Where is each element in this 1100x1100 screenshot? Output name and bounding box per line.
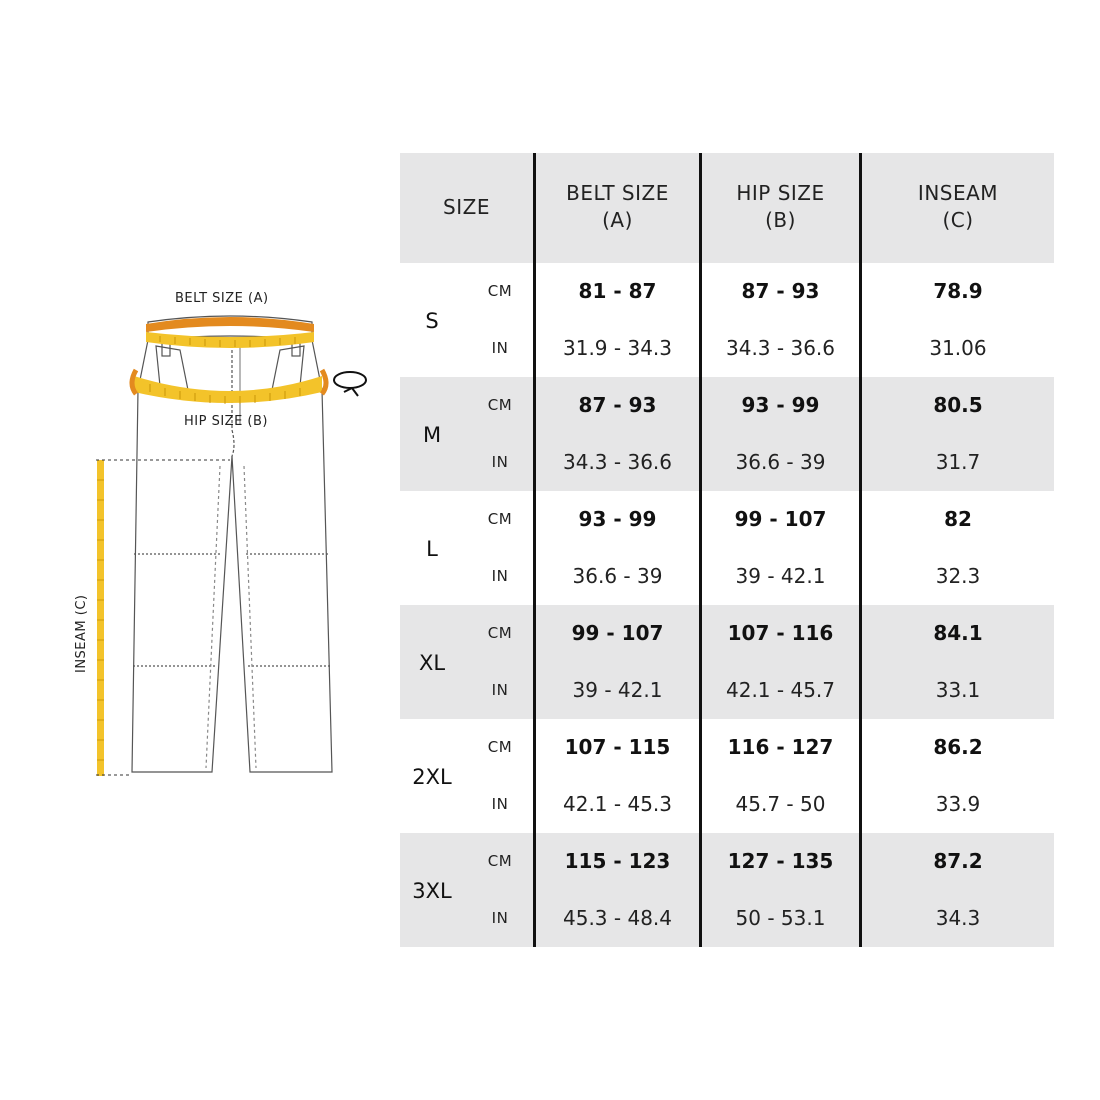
unit-in: IN	[491, 339, 509, 357]
size-name: 2XL	[412, 765, 452, 789]
table-header	[400, 153, 1054, 263]
inseam-in: 34.3	[935, 906, 981, 930]
belt-in: 31.9 - 34.3	[563, 336, 672, 360]
hip-cm: 87 - 93	[741, 279, 820, 303]
size-name: 3XL	[412, 879, 452, 903]
hip-tape	[134, 376, 322, 403]
table-row-size-s	[400, 263, 1054, 377]
unit-cm: CM	[487, 624, 513, 642]
rotate-arrow-icon	[334, 372, 366, 396]
inseam-cm: 82	[944, 507, 972, 531]
size-name: S	[425, 309, 439, 333]
inseam-cm: 87.2	[933, 849, 983, 873]
inseam-cm: 78.9	[933, 279, 983, 303]
unit-cm: CM	[487, 396, 513, 414]
hip-in: 36.6 - 39	[735, 450, 826, 474]
belt-cm: 81 - 87	[578, 279, 657, 303]
table-row-size-2xl	[400, 719, 1054, 833]
size-chart-table	[400, 153, 1054, 947]
belt-cm: 115 - 123	[564, 849, 671, 873]
belt-cm: 99 - 107	[571, 621, 664, 645]
inseam-label: INSEAM (C)	[74, 594, 89, 673]
table-row-size-3xl	[400, 833, 1054, 947]
inseam-in: 31.7	[935, 450, 981, 474]
unit-in: IN	[491, 795, 509, 813]
inseam-cm: 84.1	[933, 621, 983, 645]
size-name: XL	[418, 651, 446, 675]
belt-in: 42.1 - 45.3	[563, 792, 672, 816]
hip-in: 34.3 - 36.6	[726, 336, 835, 360]
hip-size-label: HIP SIZE (B)	[184, 414, 268, 429]
belt-in: 39 - 42.1	[572, 678, 663, 702]
belt-cm: 87 - 93	[578, 393, 657, 417]
pants-measurement-diagram	[60, 280, 390, 800]
hip-in: 45.7 - 50	[735, 792, 826, 816]
pants-illustration	[60, 280, 390, 800]
inseam-in: 33.1	[935, 678, 981, 702]
hip-in: 39 - 42.1	[735, 564, 826, 588]
belt-in: 34.3 - 36.6	[563, 450, 672, 474]
hip-in: 50 - 53.1	[735, 906, 826, 930]
size-name: M	[422, 423, 442, 447]
inseam-tape	[97, 460, 104, 776]
hip-cm: 99 - 107	[734, 507, 827, 531]
hip-cm: 127 - 135	[727, 849, 834, 873]
column-divider	[533, 153, 536, 947]
unit-cm: CM	[487, 852, 513, 870]
column-divider	[859, 153, 862, 947]
table-row-size-m	[400, 377, 1054, 491]
unit-in: IN	[491, 681, 509, 699]
inseam-in: 31.06	[929, 336, 987, 360]
header-hip-size: HIP SIZE (B)	[736, 181, 825, 232]
hip-cm: 116 - 127	[727, 735, 834, 759]
belt-cm: 107 - 115	[564, 735, 671, 759]
belt-cm: 93 - 99	[578, 507, 657, 531]
header-size: SIZE	[443, 195, 490, 219]
size-name: L	[426, 537, 438, 561]
belt-size-label: BELT SIZE (A)	[175, 291, 269, 306]
unit-in: IN	[491, 909, 509, 927]
unit-in: IN	[491, 567, 509, 585]
header-belt-size: BELT SIZE (A)	[566, 181, 669, 232]
inseam-in: 33.9	[935, 792, 981, 816]
header-inseam: INSEAM (C)	[917, 181, 999, 232]
belt-in: 36.6 - 39	[572, 564, 663, 588]
table-row-size-l	[400, 491, 1054, 605]
table-row-size-xl	[400, 605, 1054, 719]
unit-cm: CM	[487, 282, 513, 300]
hip-in: 42.1 - 45.7	[726, 678, 835, 702]
unit-cm: CM	[487, 510, 513, 528]
unit-cm: CM	[487, 738, 513, 756]
hip-cm: 107 - 116	[727, 621, 834, 645]
inseam-in: 32.3	[935, 564, 981, 588]
inseam-cm: 86.2	[933, 735, 983, 759]
hip-cm: 93 - 99	[741, 393, 820, 417]
belt-in: 45.3 - 48.4	[563, 906, 672, 930]
inseam-cm: 80.5	[933, 393, 983, 417]
column-divider	[699, 153, 702, 947]
unit-in: IN	[491, 453, 509, 471]
